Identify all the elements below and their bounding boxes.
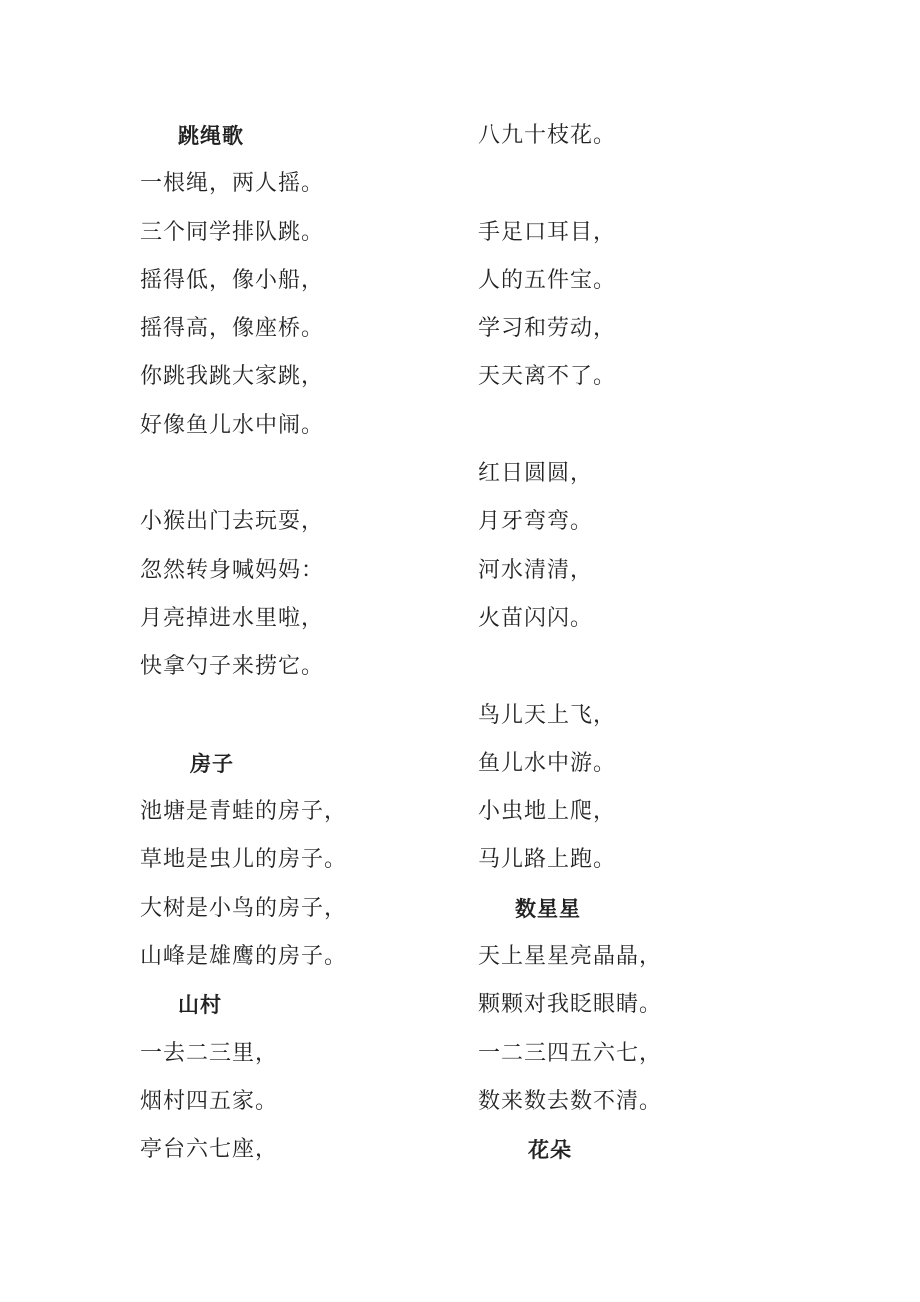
poem-line: 一根绳，两人摇。 [140,171,325,197]
poem-line: 河水清清， [478,557,594,583]
poem-line: 人的五件宝。 [478,267,617,293]
poem-line: 学习和劳动， [478,316,617,342]
poem-line: 鱼儿水中游。 [478,750,617,776]
poem-title: 跳绳歌 [178,124,244,148]
poem-title: 数星星 [515,896,581,921]
poem-line: 池塘是青蛙的房子， [140,799,348,825]
poem-title: 房子 [190,751,234,776]
poem-line: 一去二三里， [140,1040,279,1066]
poem-line: 亭台六七座， [140,1137,279,1163]
poem-line: 月牙弯弯。 [478,509,594,535]
blank-line [140,450,347,498]
poem-line: 红日圆圆， [478,461,594,487]
poem-line: 你跳我跳大家跳， [140,364,325,390]
poem-line: 小猴出门去玩耍， [140,509,325,535]
poem-line: 天上星星亮晶晶， [478,944,663,970]
poem-line: 鸟儿天上飞， [478,702,617,728]
left-column [140,112,347,1175]
poem-line: 大树是小鸟的房子， [140,895,348,921]
poem-line: 忽然转身喊妈妈： [140,557,325,583]
poem-line: 数来数去数不清。 [478,1088,663,1114]
poem-line: 月亮掉进水里啦， [140,605,325,631]
poem-line: 快拿勺子来捞它。 [140,654,325,680]
poem-title: 花朵 [528,1138,572,1163]
right-column [478,112,662,1175]
poem-line: 三个同学排队跳。 [140,219,325,245]
poem-line: 烟村四五家。 [140,1088,279,1114]
blank-line [478,402,662,450]
poem-line: 一二三四五六七， [478,1040,663,1066]
poem-line: 颗颗对我眨眼睛。 [478,992,663,1018]
poem-title: 山村 [178,993,222,1018]
blank-line [140,692,347,740]
poem-line: 马儿路上跑。 [478,847,617,873]
poem-line: 天天离不了。 [478,364,617,390]
poem-line: 山峰是雄鹰的房子。 [140,944,348,970]
poem-line: 摇得高，像座桥。 [140,316,325,342]
poem-line: 手足口耳目， [478,219,617,245]
poem-line: 好像鱼儿水中闹。 [140,412,325,438]
blank-line [478,643,662,691]
poem-line: 草地是虫儿的房子。 [140,847,348,873]
poem-line: 八九十枝花。 [478,123,617,148]
blank-line [478,160,662,208]
poem-line: 小虫地上爬， [478,799,617,825]
poem-line: 火苗闪闪。 [478,605,594,631]
poem-line: 摇得低，像小船， [140,267,325,293]
